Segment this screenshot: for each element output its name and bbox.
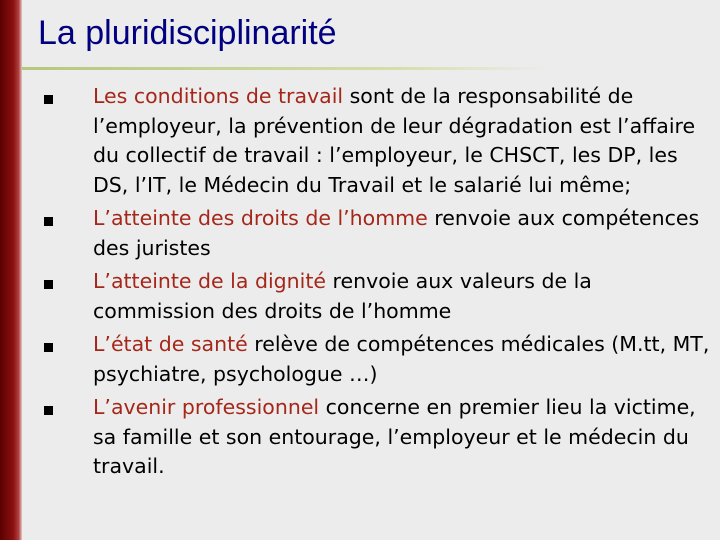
bullet-text: renvoie aux valeurs de la commission des droits de l’homme — [93, 269, 592, 323]
square-bullet-icon — [44, 406, 53, 415]
bullet-text: concerne en premier lieu la victime, sa famille et son entourage, l’employeur et le médecin du travail. — [93, 395, 696, 478]
bullet-item — [22, 82, 712, 200]
square-bullet-icon — [44, 343, 53, 352]
side-accent-bar — [0, 0, 22, 540]
bullet-highlight: L’atteinte des droits de l’homme — [93, 206, 428, 230]
bullet-list — [22, 82, 712, 486]
bullet-highlight: Les conditions de travail — [93, 84, 344, 108]
square-bullet-icon — [44, 95, 53, 104]
square-bullet-icon — [44, 217, 53, 226]
bullet-text: renvoie aux compétences des juristes — [93, 206, 700, 260]
bullet-item — [22, 393, 712, 482]
bullet-item — [22, 267, 712, 326]
slide-title: La pluridisciplinarité — [38, 14, 337, 52]
square-bullet-icon — [44, 280, 53, 289]
bullet-highlight: L’état de santé — [93, 332, 248, 356]
slide — [22, 0, 720, 540]
bullet-item — [22, 330, 712, 389]
bullet-text: relève de compétences médicales (M.tt, MT, psychiatre, psychologue …) — [93, 332, 710, 386]
bullet-highlight: L’atteinte de la dignité — [93, 269, 327, 293]
bullet-item — [22, 204, 712, 263]
title-underline — [22, 67, 547, 70]
bullet-highlight: L’avenir professionnel — [93, 395, 320, 419]
bullet-text: sont de la responsabilité de l’employeur, la prévention de leur dégradation est l’affaire du collectif de travail : l’employeur, le CHSCT, les DP, les DS, l’IT, le Médecin du Travail et le salarié lui même; — [93, 84, 696, 197]
